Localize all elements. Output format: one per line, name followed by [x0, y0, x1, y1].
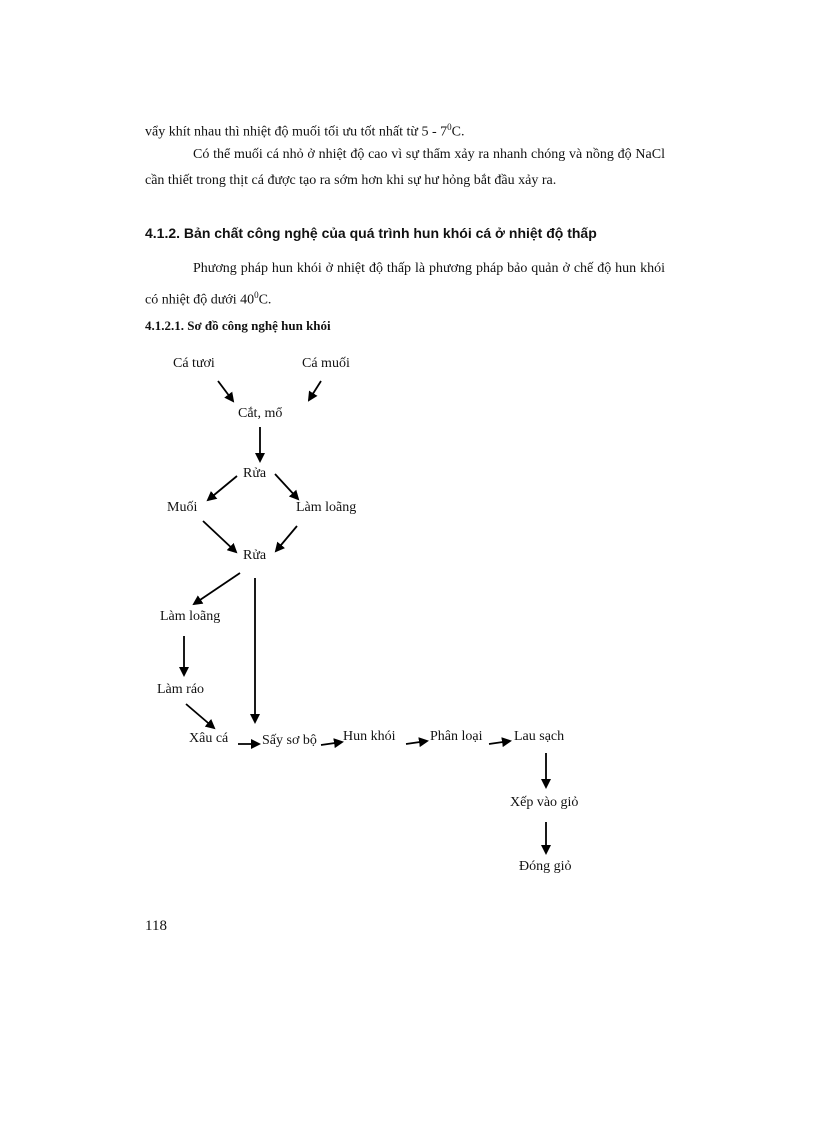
section-heading: 4.1.2. Bản chất công nghệ của quá trình hun khói cá ở nhiệt độ thấp — [145, 225, 597, 241]
node-lam-loang-2: Làm loãng — [160, 609, 221, 624]
arrow-rua-2-to-lam-loang-2 — [194, 573, 240, 604]
node-ca-muoi: Cá muối — [302, 356, 350, 371]
diagram-heading: 4.1.2.1. Sơ đồ công nghệ hun khói — [145, 318, 331, 333]
node-rua-1: Rửa — [243, 466, 267, 481]
node-lau-sach: Lau sạch — [514, 729, 565, 744]
node-rua-2: Rửa — [243, 548, 267, 563]
node-lam-rao: Làm ráo — [157, 682, 205, 697]
node-muoi: Muối — [167, 500, 198, 515]
node-say-so-bo: Sấy sơ bộ — [262, 733, 317, 748]
arrow-hun-khoi-to-phan-loai — [406, 741, 427, 744]
arrow-muoi-to-rua-2 — [203, 521, 236, 552]
node-xep-vao-gio: Xếp vào giỏ — [510, 795, 579, 810]
node-hun-khoi: Hun khói — [343, 729, 396, 744]
node-cat-mo: Cắt, mổ — [238, 406, 283, 421]
arrow-phan-loai-to-lau-sach — [489, 741, 510, 744]
page-number: 118 — [145, 918, 167, 934]
node-lam-loang-1: Làm loãng — [296, 500, 357, 515]
arrow-lam-loang-1-to-rua-2 — [276, 526, 297, 551]
node-xau-ca: Xâu cá — [189, 731, 229, 746]
node-phan-loai: Phân loại — [430, 729, 483, 744]
arrow-lam-rao-to-xau-ca — [186, 704, 214, 728]
arrow-rua-1-to-muoi — [208, 476, 237, 500]
paragraph-1: vẩy khít nhau thì nhiệt độ muối tối ưu tốt nhất từ $5 - 7^0C$. — [145, 122, 465, 140]
node-ca-tuoi: Cá tươi — [173, 356, 215, 371]
paragraph-2: Có thể muối cá nhỏ ở nhiệt độ cao vì sự thẩm xảy ra nhanh chóng và nồng độ NaCl cần thiết trong thịt cá được tạo ra sớm hơn khi sự hư hỏng bắt đầu xảy ra. — [145, 147, 665, 188]
paragraph-3: Phương pháp hun khói ở nhiệt độ thấp là phương pháp bảo quản ở chế độ hun khói có nhiệt độ dưới $40^0C$. — [145, 261, 665, 308]
arrow-ca-tuoi-to-cat-mo — [218, 381, 233, 401]
arrow-rua-1-to-lam-loang-1 — [275, 474, 298, 499]
arrow-say-so-bo-to-hun-khoi — [321, 742, 342, 745]
node-dong-gio: Đóng giỏ — [519, 859, 572, 874]
arrow-ca-muoi-to-cat-mo — [309, 381, 321, 400]
